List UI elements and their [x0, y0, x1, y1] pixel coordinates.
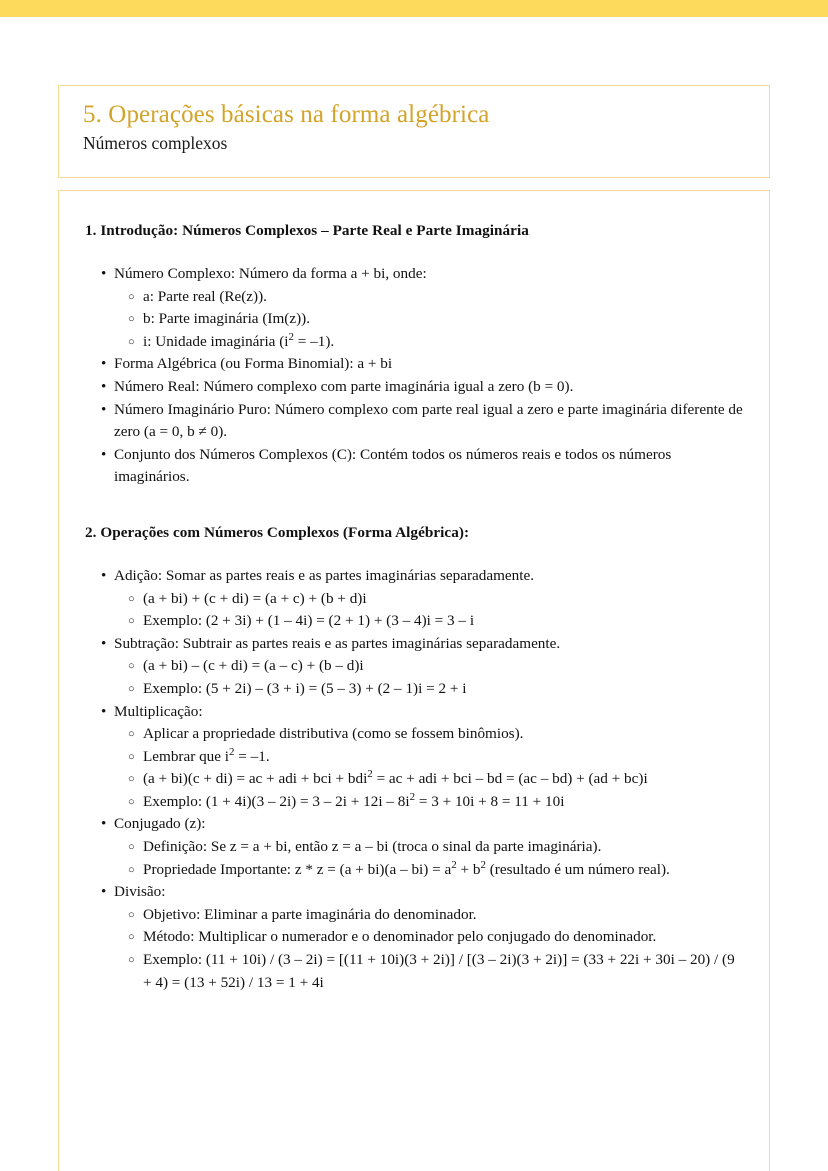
sub-list-item-label: Propriedade Importante: $z * z = (a + bi)(a - bi) = a^2 + b^2$ (resultado é um número real).	[143, 858, 670, 878]
sub-list	[114, 286, 743, 354]
bullet-circle-icon: ○	[128, 660, 135, 673]
sub-list-item	[114, 308, 743, 331]
bullet-dot-icon: •	[101, 445, 107, 463]
list-item-label: Forma Algébrica (ou Forma Binomial): a + bi	[114, 355, 393, 373]
sub-list-item	[114, 904, 743, 927]
content-body	[59, 191, 769, 994]
sub-list-item-label: (a + bi)(c + di) = ac + adi + bci + bdi$^2$ = ac + adi + bci – bd = (ac – bd) + (ad + bc)i	[143, 768, 648, 788]
list-item-label: Número Real: Número complexo com parte imaginária igual a zero (b = 0).	[114, 377, 574, 395]
sub-list	[114, 655, 743, 700]
bullet-circle-icon: ○	[128, 773, 135, 786]
bullet-circle-icon: ○	[128, 290, 135, 303]
sub-list-item	[114, 859, 743, 882]
top-accent-bar	[0, 0, 828, 17]
sub-list-item	[114, 286, 743, 309]
list-item-label: Multiplicação:	[114, 702, 203, 720]
sub-list-item	[114, 588, 743, 611]
sub-list-item-label: (a + bi) – (c + di) = (a – c) + (b – d)i	[143, 657, 364, 675]
bullet-dot-icon: •	[101, 702, 107, 720]
list-item	[85, 444, 743, 489]
sub-list-item	[114, 926, 743, 949]
sub-list-item-label: (a + bi) + (c + di) = (a + c) + (b + d)i	[143, 589, 367, 607]
section-heading: 1. Introdução: Números Complexos – Parte Real e Parte Imaginária	[85, 222, 529, 239]
bullet-circle-icon: ○	[128, 863, 135, 876]
sub-list-item-label: i: Unidade imaginária $(i^2 = -1)$.	[143, 330, 335, 350]
sub-list-item	[114, 610, 743, 633]
sub-list-item-label: Definição: Se z = a + bi, então z = a – bi (troca o sinal da parte imaginária).	[143, 838, 602, 856]
bullet-dot-icon: •	[101, 355, 107, 373]
list-item-label: Número Imaginário Puro: Número complexo com parte real igual a zero e parte imaginária diferente de zero (a = 0, b ≠ 0).	[114, 400, 743, 441]
sub-list	[114, 723, 743, 813]
bullet-dot-icon: •	[101, 883, 107, 901]
sub-list	[114, 588, 743, 633]
list-item	[85, 633, 743, 701]
bullet-circle-icon: ○	[128, 313, 135, 326]
bullet-circle-icon: ○	[128, 592, 135, 605]
list-item-label: Adição: Somar as partes reais e as partes imaginárias separadamente.	[114, 566, 535, 584]
page-title: 5. Operações básicas na forma algébrica	[83, 101, 490, 128]
section-heading: 2. Operações com Números Complexos (Forma Algébrica):	[85, 523, 470, 541]
list-item-label: Subtração: Subtrair as partes reais e as partes imaginárias separadamente.	[114, 634, 561, 652]
list-item-label: Conjugado (z):	[114, 815, 206, 833]
sub-list-item-label: a: Parte real (Re(z)).	[143, 287, 267, 305]
sub-list-item	[114, 723, 743, 746]
sub-list-item-label: Lembrar que $i^2 = -1$.	[143, 745, 270, 765]
bullet-circle-icon: ○	[128, 954, 135, 967]
sub-list-item-label: Exemplo: (2 + 3i) + (1 – 4i) = (2 + 1) + (3 – 4)i = 3 – i	[143, 612, 475, 630]
bullet-dot-icon: •	[101, 400, 107, 418]
bullet-circle-icon: ○	[128, 841, 135, 854]
sub-list-item	[114, 678, 743, 701]
bullet-circle-icon: ○	[128, 795, 135, 808]
list-item-label: Conjunto dos Números Complexos (C): Contém todos os números reais e todos os números imaginários.	[114, 445, 672, 486]
sub-list-item	[114, 949, 743, 994]
content-card	[58, 190, 770, 1171]
bullet-circle-icon: ○	[128, 682, 135, 695]
sub-list-item-label: b: Parte imaginária (Im(z)).	[143, 310, 310, 328]
page-subtitle: Números complexos	[83, 133, 228, 153]
list-item	[85, 263, 743, 353]
sub-list-item	[114, 768, 743, 791]
sub-list-item	[114, 836, 743, 859]
bullet-dot-icon: •	[101, 634, 107, 652]
list-item-label: Divisão:	[114, 883, 166, 901]
sub-list-item-label: Exemplo: (11 + 10i) / (3 – 2i) = [(11 + 10i)(3 + 2i)] / [(3 – 2i)(3 + 2i)] = (33 + 22i + 30i – 20) / (9 + 4) = (13 + 52i) / 13 = 1 + 4i	[143, 951, 735, 991]
bullet-dot-icon: •	[101, 377, 107, 395]
sub-list-item-label: Método: Multiplicar o numerador e o denominador pelo conjugado do denominador.	[143, 928, 657, 946]
sub-list-item-label: Exemplo: $(1 + 4i)(3 - 2i) = 3 - 2i + 12i - 8i^2 = 3 + 10i + 8 = 11 + 10i$	[143, 790, 565, 810]
sub-list-item	[114, 791, 743, 814]
bullet-dot-icon: •	[101, 265, 107, 282]
sub-list-item-label: Aplicar a propriedade distributiva (como se fossem binômios).	[143, 725, 524, 743]
list-item	[85, 565, 743, 633]
list-item	[85, 399, 743, 444]
sub-list	[114, 904, 743, 994]
list-item-label: Número Complexo: Número da forma a + bi, onde:	[114, 265, 427, 282]
bullet-dot-icon: •	[101, 566, 107, 584]
sub-list-item	[114, 746, 743, 769]
sub-list-item	[114, 655, 743, 678]
section-list	[85, 565, 743, 994]
section-list	[85, 263, 743, 489]
bullet-circle-icon: ○	[128, 615, 135, 628]
bullet-circle-icon: ○	[128, 750, 135, 763]
sub-list-item-label: Exemplo: (5 + 2i) – (3 + i) = (5 – 3) + (2 – 1)i = 2 + i	[143, 679, 467, 697]
list-item	[85, 813, 743, 881]
title-card-inner	[59, 86, 769, 155]
bullet-dot-icon: •	[101, 815, 107, 833]
sub-list-item	[114, 331, 743, 354]
list-item	[85, 881, 743, 994]
list-item	[85, 701, 743, 814]
bullet-circle-icon: ○	[128, 335, 135, 348]
document-page	[0, 17, 828, 1171]
title-card	[58, 85, 770, 178]
bullet-circle-icon: ○	[128, 908, 135, 921]
list-item	[85, 376, 743, 399]
bullet-circle-icon: ○	[128, 728, 135, 741]
list-item	[85, 353, 743, 376]
sub-list	[114, 836, 743, 881]
sub-list-item-label: Objetivo: Eliminar a parte imaginária do denominador.	[143, 905, 477, 923]
bullet-circle-icon: ○	[128, 931, 135, 944]
